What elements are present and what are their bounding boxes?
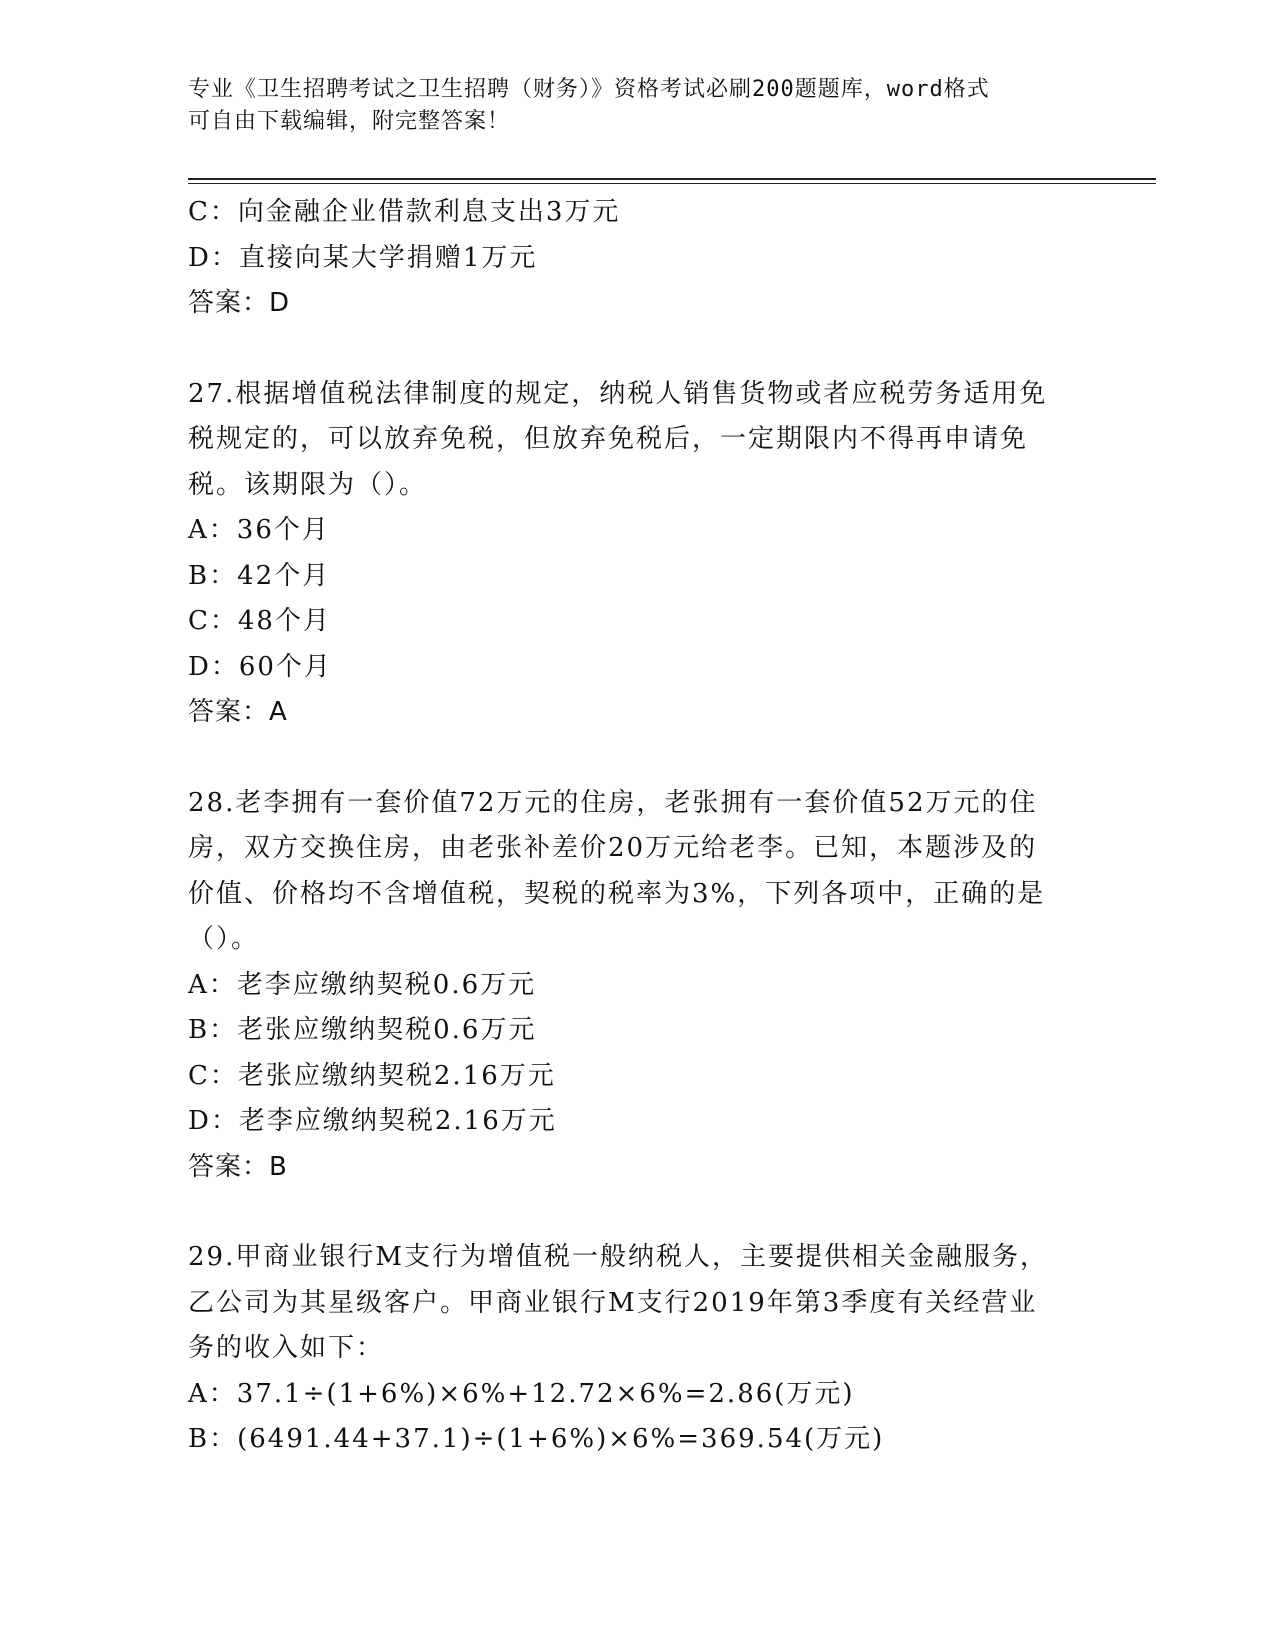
question-27-block [188, 372, 1088, 736]
header-line-1: 专业《卫生招聘考试之卫生招聘（财务）》资格考试必刷200题题库，word格式 [188, 77, 990, 102]
question-stem-line: 税规定的，可以放弃免税，但放弃免税后，一定期限内不得再申请免 [188, 424, 1029, 454]
option-d: D：直接向某大学捐赠1万元 [188, 242, 538, 273]
option-b: B：42个月 [188, 560, 331, 591]
option-c: C：老张应缴纳契税2.16万元 [188, 1060, 556, 1091]
document-header [188, 74, 1088, 138]
question-stem-line: 28.老李拥有一套价值72万元的住房，老张拥有一套价值52万元的住 [188, 787, 1038, 818]
question-stem-line: （）。 [188, 924, 260, 954]
option-b: B：老张应缴纳契税0.6万元 [188, 1015, 537, 1045]
header-line-2: 可自由下载编辑，附完整答案！ [188, 109, 511, 134]
option-d: D：老李应缴纳契税2.16万元 [188, 1106, 557, 1136]
question-stem-line: 房，双方交换住房，由老张补差价20万元给老李。已知，本题涉及的 [188, 833, 1038, 863]
option-d: D：60个月 [188, 651, 332, 682]
answer-line: 答案：B [188, 1151, 288, 1182]
header-divider-thick [188, 178, 1156, 180]
option-b: B：(6491.44+37.1)÷(1+6%)×6%=369.54(万元) [188, 1424, 885, 1454]
option-a: A：36个月 [188, 515, 330, 545]
question-stem-line: 乙公司为其星级客户。甲商业银行M支行2019年第3季度有关经营业 [188, 1287, 1038, 1318]
option-c: C：向金融企业借款利息支出3万元 [188, 197, 621, 227]
question-26-block [188, 190, 1088, 327]
answer-line: 答案：A [188, 697, 288, 727]
option-c: C：48个月 [188, 606, 331, 636]
question-stem-line: 务的收入如下： [188, 1333, 385, 1363]
question-stem-line: 29.甲商业银行M支行为增值税一般纳税人，主要提供相关金融服务， [188, 1242, 1048, 1272]
question-stem-line: 27.根据增值税法律制度的规定，纳税人销售货物或者应税劳务适用免 [188, 378, 1048, 409]
option-a: A：37.1÷(1+6%)×6%+12.72×6%=2.86(万元) [188, 1378, 855, 1409]
answer-line: 答案：D [188, 288, 291, 318]
question-stem-line: 税。该期限为（）。 [188, 469, 428, 500]
question-spacer [188, 1190, 1088, 1235]
question-spacer [188, 327, 1088, 372]
header-divider-thin [188, 183, 1156, 184]
question-29-block [188, 1235, 1088, 1463]
question-spacer [188, 736, 1088, 781]
question-28-block [188, 781, 1088, 1191]
question-stem-line: 价值、价格均不含增值税，契税的税率为3%，下列各项中，正确的是 [188, 878, 1046, 909]
question-content [188, 190, 1088, 1463]
option-a: A：老李应缴纳契税0.6万元 [188, 969, 537, 1000]
